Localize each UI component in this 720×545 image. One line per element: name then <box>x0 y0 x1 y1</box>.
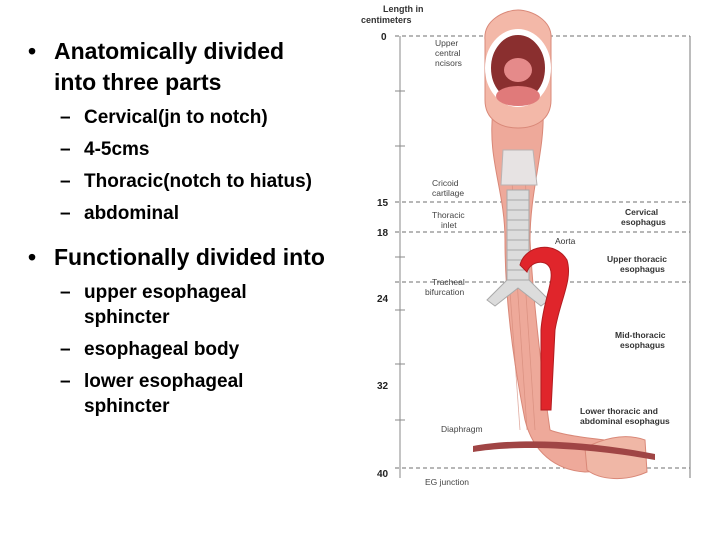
label-cervical-2: esophagus <box>621 217 666 227</box>
subitem-length: – 4-5cms <box>60 139 150 160</box>
scale-label-18: 18 <box>377 228 389 239</box>
scale-label-40: 40 <box>377 469 389 480</box>
label-thoracic-inlet-1: Thoracic <box>432 210 465 220</box>
left-labels <box>425 38 483 487</box>
label-incisors-1: Upper <box>435 38 459 48</box>
label-thoracic-inlet-2: inlet <box>441 220 457 230</box>
subitem-text: abdominal <box>84 203 180 224</box>
label-upper-thoracic-1: Upper thoracic <box>607 254 667 264</box>
label-eg-junction: EG junction <box>425 477 469 487</box>
scale-header-line2: centimeters <box>361 15 412 25</box>
subitem-thoracic: – Thoracic(notch to hiatus) <box>60 171 312 192</box>
label-lower-thoracic-1: Lower thoracic and <box>580 406 658 416</box>
subitem-text: 4-5cms <box>84 139 150 160</box>
functional-sublist <box>60 280 328 419</box>
label-incisors-2: central <box>435 48 461 58</box>
scale-label-24: 24 <box>377 294 389 305</box>
label-tracheal-1: Tracheal <box>432 277 465 287</box>
label-diaphragm: Diaphragm <box>441 424 483 434</box>
bullet-dot: • <box>28 38 37 64</box>
subitem-text: esophageal body <box>84 339 240 360</box>
bullet-dot: • <box>28 244 37 270</box>
bullet-anatomical-text: Anatomically divided into three parts <box>54 38 285 95</box>
subitem-abdominal: – abdominal <box>60 203 180 224</box>
subitem-ues: – upper esophageal sphincter <box>60 280 328 330</box>
cricoid-cartilage <box>501 150 537 185</box>
label-incisors-3: ncisors <box>435 58 462 68</box>
label-mid-thoracic-1: Mid-thoracic <box>615 330 666 340</box>
uvula-area <box>504 58 532 82</box>
label-lower-thoracic-2: abdominal esophagus <box>580 416 670 426</box>
scale-header-line1: Length in <box>383 4 424 14</box>
bullet-functional-text: Functionally divided into <box>54 244 325 270</box>
label-mid-thoracic-2: esophagus <box>620 340 665 350</box>
right-labels <box>555 207 670 426</box>
label-upper-thoracic-2: esophagus <box>620 264 665 274</box>
subitem-text: upper esophageal sphincter <box>84 282 247 328</box>
bullet-anatomical <box>28 36 328 98</box>
scale-labels <box>377 32 389 480</box>
subitem-text: lower esophageal sphincter <box>84 371 244 417</box>
subitem-les: – lower esophageal sphincter <box>60 369 328 419</box>
subitem-text: Cervical(jn to notch) <box>84 107 268 128</box>
subitem-body: – esophageal body <box>60 339 240 360</box>
esophagus-anatomy-figure <box>355 0 720 540</box>
label-tracheal-2: bifurcation <box>425 287 465 297</box>
label-cricoid-2: cartilage <box>432 188 465 198</box>
subitem-cervical: – Cervical(jn to notch) <box>60 107 268 128</box>
label-aorta: Aorta <box>555 236 576 246</box>
subitem-text: Thoracic(notch to hiatus) <box>84 171 312 192</box>
scale-label-32: 32 <box>377 381 389 392</box>
label-cervical-1: Cervical <box>625 207 659 217</box>
tongue <box>496 86 540 106</box>
bullet-functional <box>28 242 328 273</box>
label-cricoid-1: Cricoid <box>432 178 459 188</box>
anatomy-svg <box>355 0 720 540</box>
anatomical-sublist <box>60 105 328 226</box>
bullet-list <box>28 36 328 433</box>
scale-label-0: 0 <box>381 32 387 43</box>
scale-label-15: 15 <box>377 198 389 209</box>
